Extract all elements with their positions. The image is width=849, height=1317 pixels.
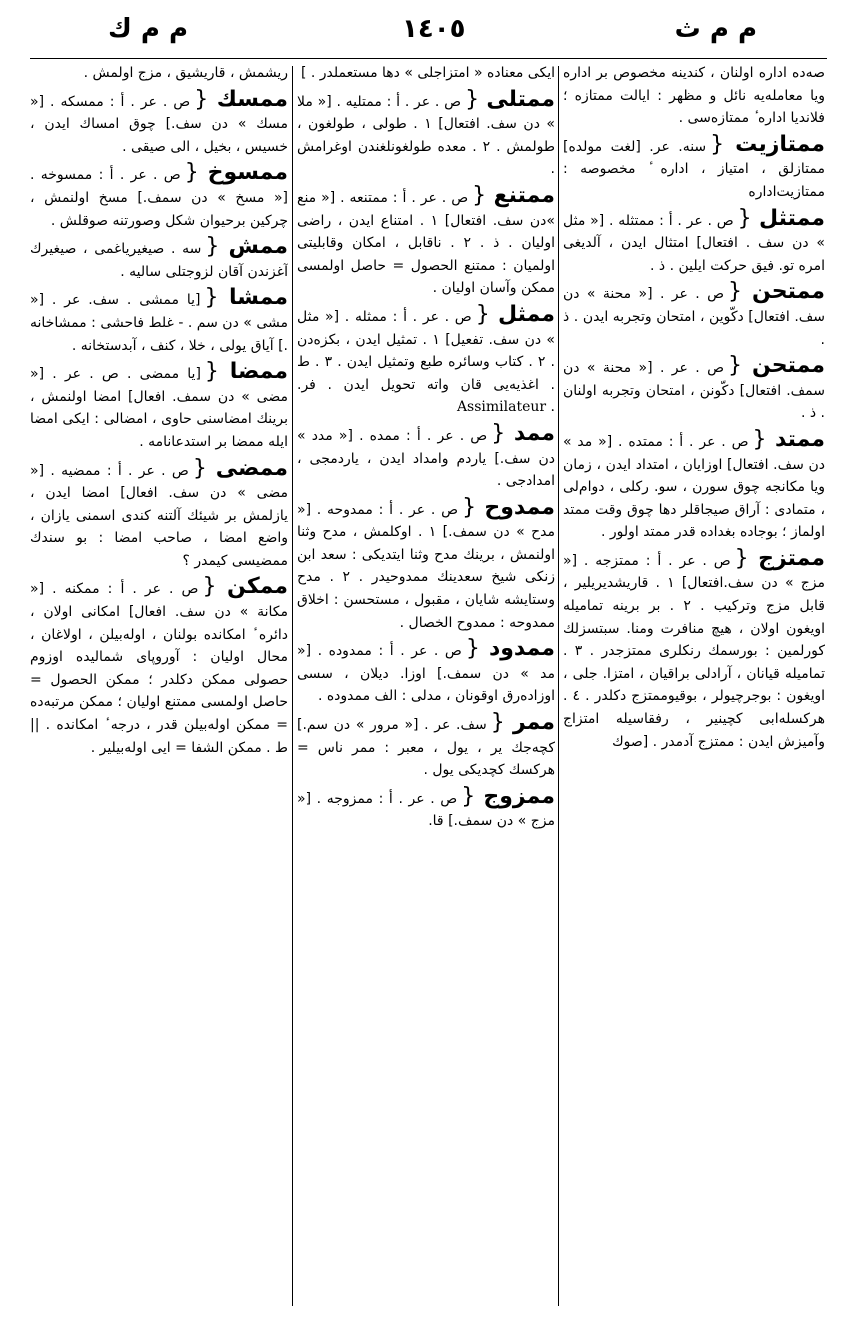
dictionary-entry bbox=[563, 545, 825, 753]
dictionary-entry bbox=[30, 162, 288, 232]
entry-text: ص . عر . أ : ممضيه . [« مضى » دن سف. افعال] امضا ايدن ، يازلمش بر شيئك آلتنه كندى اسمنى يازان ، واضع امضا ، صاحب امضا : بو سندك ممضيسى كيمدر ؟ bbox=[30, 462, 288, 569]
dictionary-entry bbox=[563, 131, 825, 204]
entry-headword: ممسك { bbox=[194, 87, 288, 112]
dictionary-entry bbox=[563, 281, 825, 351]
entry-headword: ممشا { bbox=[205, 285, 288, 310]
dictionary-entry bbox=[297, 62, 555, 85]
dictionary-entry bbox=[563, 426, 825, 544]
entry-text: ايكى معناده « امتزاجلى » دها مستعملدر . ] bbox=[300, 65, 555, 81]
entry-headword: ممتلى { bbox=[465, 87, 555, 112]
page-number: ١٤٠٥ bbox=[402, 14, 466, 44]
dictionary-entry bbox=[563, 62, 825, 130]
dictionary-entry bbox=[297, 783, 555, 833]
entry-headword: ممسوخ { bbox=[185, 160, 288, 185]
entry-text: ص . عر . أ : ممدوده . [« مد » دن سمف.] اوزا. ديلان ، سسى اوزاده‌رق اوقونان ، مدلى : الف ممدوده . bbox=[297, 643, 555, 705]
dictionary-entry bbox=[30, 62, 288, 85]
entry-text: ص . عر . أ : ممتزجه . [« مزج » دن سف.افتعال] ١ . قاريشديريلير ، قابل مزج وتركيب . ٢ . بر برينه تماميله اويغون اولان ، هيچ منافرت ومنا. سبتسزلك كورلمين : بورسمك رنكلرى ممتزجدر . ٣ . تماميله قيانان ، آرادلى براقيان ، امتزا. جلى ، اويغون : بوجرچيولر ، بوقيوممتزج دكلدر . ٤ . هركسله‌ابى كچينير ، رفقاسيله امتزاج وآميزش ايدن : ممتزج آدمدر . [صوك bbox=[563, 552, 825, 750]
entry-headword: ممدود { bbox=[466, 636, 555, 661]
entry-headword: ممد { bbox=[491, 421, 555, 446]
entry-headword: ممثل { bbox=[476, 302, 555, 327]
dictionary-entry bbox=[30, 455, 288, 573]
header-rule bbox=[30, 58, 827, 59]
entry-latin: Assimilateur . bbox=[456, 399, 555, 416]
entry-headword: ممتازيت { bbox=[710, 132, 825, 157]
dictionary-entry bbox=[297, 420, 555, 493]
dictionary-entry bbox=[297, 182, 555, 300]
entry-text: ص . عر . أ : ممتليه . [« ملا » دن سف. افتعال] ١ . طولى ، طولغون ، طولمش . ٢ . معده طولغونلغندن اوغرامش . bbox=[297, 93, 555, 178]
entry-headword: ممضى { bbox=[193, 456, 288, 481]
entry-headword: ممش { bbox=[205, 234, 288, 259]
entry-text: [يا ممضى . ص . عر . [« مضى » دن سمف. افعال] امضا اولنمش ، برينك امضاسنى حاوى ، امضالى : ايكى امضا ايله ممضا بر استدعانامه . bbox=[30, 366, 288, 450]
entry-headword: ممضا { bbox=[205, 359, 288, 384]
dictionary-entry bbox=[297, 86, 555, 181]
column-right bbox=[563, 62, 825, 1307]
entry-headword: ممتد { bbox=[753, 427, 825, 452]
column-left bbox=[30, 62, 288, 1307]
entry-text: ص . عر . أ : ممتثله . [« مثل » دن سف . افتعال] امتثال ايدن ، آلديغى امره تو. فيق حركت ايلين . ذ . bbox=[563, 212, 825, 274]
entry-text: ص . عر . أ : ممثله . [« مثل » دن سف. تفعيل] ١ . تمثيل ايدن ، بكزه‌دن . ٢ . كتاب وسائره طبع وتمثيل ايدن . ٣ . ط . اغذيه‌يى قان واته تحويل ايدن . فر. bbox=[297, 308, 555, 393]
entry-text: ص . عر . أ : ممده . [« مدد » دن سف.] ياردم وامداد ايدن ، ياردمجى ، امدادجى . bbox=[297, 427, 555, 490]
dictionary-columns bbox=[30, 62, 827, 1312]
dictionary-entry bbox=[297, 301, 555, 419]
entry-text: ص . عر . أ : ممزوجه . [« مزج » دن سمف.] قا. bbox=[297, 790, 555, 830]
dictionary-entry bbox=[563, 205, 825, 278]
column-middle bbox=[297, 62, 555, 1307]
entry-headword: ممكن { bbox=[202, 574, 288, 599]
column-divider bbox=[292, 66, 293, 1306]
entry-text: ص . عر . أ : ممتده . [« مد » دن سف. افتعال] اوزايان ، امتداد ايدن ، زمان ويا مكانجه چوق سورن ، سو. ركلى ، دوام‌لى ، متمادى : آراق صيجاقلر دها چوق وقت ممتد اولماز ؛ بوجاده بغداده قدر ممتد اولور . bbox=[563, 433, 825, 541]
header-guide-left: م م ك bbox=[108, 14, 189, 44]
dictionary-entry bbox=[30, 236, 288, 283]
entry-text: ص . عر . أ : ممسكه . [« مسك » دن سف.] چوق امساك ايدن ، خسيس ، بخيل ، الى صيقى . bbox=[30, 93, 288, 155]
entry-text: صه‌ده اداره اولنان ، كندينه مخصوص بر اداره ويا معامله‌يه نائل و مظهر : ايالت ممتازه ؛ فلانديا اداره ٔ ممتازه‌سى . bbox=[563, 65, 825, 127]
entry-text: ص . عر . أ : ممتنعه . [« منع »دن سف. افتعال] ١ . امتناع ايدن ، راضى اوليان . ذ . ٢ . ناقابل ، امكان وقابليتى اولميان : ممتنع الحصول = حاصل اولمسى ممكن وآسان اوليان . bbox=[297, 189, 555, 297]
dictionary-entry bbox=[30, 576, 288, 759]
entry-headword: ممزوج { bbox=[461, 784, 555, 809]
entry-headword: ممتزج { bbox=[735, 546, 825, 571]
entry-text: سنه. عر. [لغت مولده] ممتازلق ، امتياز ، اداره ٔ مخصوصه : ممتازيت‌اداره bbox=[563, 138, 825, 200]
column-divider bbox=[558, 66, 559, 1306]
entry-text: ص . عر . [« محنة » دن سف. افتعال] دكّوين ، امتحان وتجربه ايدن . ذ . bbox=[563, 286, 825, 348]
entry-headword: ممتحن { bbox=[728, 279, 825, 304]
dictionary-entry bbox=[297, 494, 555, 635]
entry-text: سف. عر . [« مرور » دن سم.] كچه‌جك ير ، يول ، معبر : ممر ناس = هركسك كچديكى يول . bbox=[297, 717, 555, 779]
entry-text: ص . عر . [« محنة » دن سمف. افتعال] دكّونن ، امتحان وتجربه اولنان . ذ . bbox=[563, 360, 825, 422]
dictionary-entry bbox=[30, 86, 288, 159]
entry-headword: ممتحن { bbox=[728, 353, 825, 378]
dictionary-entry bbox=[297, 712, 555, 782]
page-header bbox=[22, 14, 827, 54]
entry-headword: ممتثل { bbox=[738, 206, 825, 231]
entry-text: ص . عر . أ : ممدوحه . [« مدح » دن سمف.] ١ . اوكلمش ، مدح وثنا اولنمش ، برينك مدح وثنا ايتديكى : سعد ابن زنكى شيخ سعدينك ممدوحيدر . ٢ . مدح وستايشه شايان ، مقبول ، مستحسن : اخلاق ممدوحه : ممدوح الخصال . bbox=[297, 501, 555, 631]
dictionary-entry bbox=[297, 638, 555, 708]
dictionary-entry bbox=[30, 287, 288, 357]
dictionary-entry bbox=[563, 355, 825, 425]
entry-headword: ممدوح { bbox=[462, 495, 555, 520]
entry-text: ريشمش ، قاريشيق ، مزج اولمش . bbox=[83, 65, 288, 81]
entry-text: سه . صيغيرياغمى ، صيغيرك آغزندن آقان لزوجتلى ساليه . bbox=[30, 241, 288, 280]
header-guide-right: م م ث bbox=[674, 14, 757, 44]
entry-text: [يا ممشى . سف. عر . [« مشى » دن سم . - غلط فاحشى : ممشاخانه .] آياق يولى ، خلا ، كنف ، آبدستخانه . bbox=[30, 292, 288, 354]
dictionary-entry bbox=[30, 361, 288, 453]
entry-headword: ممتنع { bbox=[472, 183, 555, 208]
entry-text: ص . عر . أ : ممكنه . [« مكانة » دن سف. افعال] امكانى اولان ، دائره ٔ امكانده بولنان ، اوله‌بيلن ، اولاغان ، محال اوليان : آوروپاى شماليده اوزوم حصولى ممكن دكلدر ؛ ممكن الحصول = حاصل اولمسى ممتنع اوليان ؛ ممكن مرتبه‌ده = ممكن اوله‌بيلن قدر ، درجه ٔ امكانده . || ط . ممكن الشفا = ايى اوله‌بيلير . bbox=[30, 581, 288, 756]
entry-headword: ممر { bbox=[491, 710, 555, 735]
entry-text: ص . عر . أ : ممسوخه . [« مسخ » دن سمف.] مسخ اولنمش ، چركين برحيوان شكل وصورتنه صوقلش . bbox=[30, 167, 288, 229]
